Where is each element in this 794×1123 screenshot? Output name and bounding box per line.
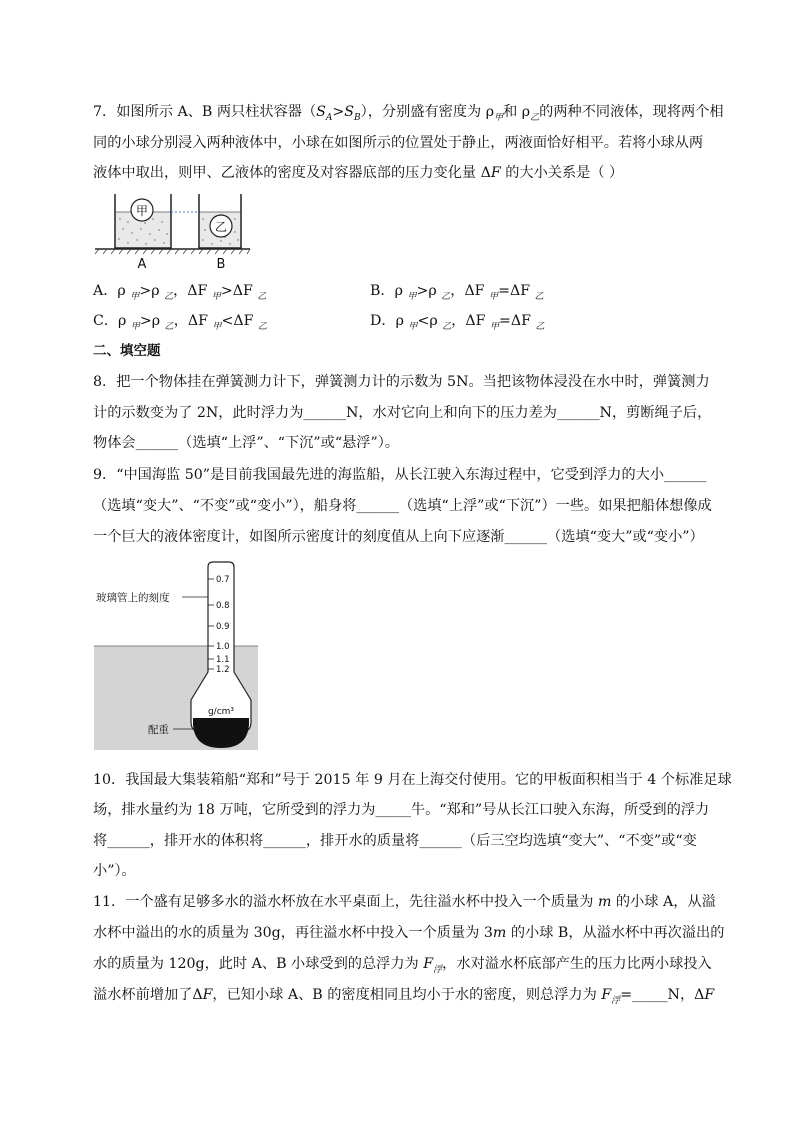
q10-line-3: 将______，排开水的体积将______，排开水的质量将______（后三空均选填“变大”、“不变”或“变 — [93, 833, 697, 849]
q7-line-1 — [93, 103, 724, 123]
q7-text: ），分别盛有密度为 ρ — [360, 104, 495, 120]
tick-label: 1.1 — [216, 655, 230, 665]
weight-label: 配重 — [148, 724, 169, 736]
container-a — [115, 194, 171, 248]
q7-sub-yi: 乙 — [530, 113, 540, 123]
q7-sb-sub: B — [354, 113, 361, 123]
ball-a-label: 甲 — [135, 204, 149, 218]
tick-label: 1.0 — [216, 642, 230, 652]
q8-line-3: 物体会______（选填“上浮”、“下沉”或“悬浮”）。 — [93, 435, 399, 451]
section-title: 二、填空题 — [93, 343, 161, 359]
q11-line-2: 水杯中溢出的水的质量为 30g，再往溢水杯中投入一个质量为 3m 的小球 B，从溢水杯中再次溢出的 — [93, 925, 725, 941]
ball-b-label: 乙 — [214, 220, 228, 234]
q7-option-a: A．ρ $_甲$>ρ $_乙$，ΔF $_甲$>ΔF $_乙$ — [93, 283, 267, 302]
container-b — [199, 194, 241, 248]
unit-label: g/cm³ — [207, 707, 235, 717]
tick-label: 1.2 — [216, 665, 230, 675]
q8-line-2: 计的示数变为了 2N，此时浮力为______N，水对它向上和向下的压力差为______N，剪断绳子后， — [93, 405, 712, 421]
scale-label: 玻璃管上的刻度 — [96, 592, 170, 604]
tick-label: 0.7 — [216, 575, 230, 585]
q7-text: 7．如图所示 A、B 两只柱状容器（ — [93, 104, 317, 120]
container-b-label: B — [216, 257, 226, 272]
q10-line-4: 小”）。 — [93, 863, 136, 879]
q7-text: 的大小关系是（ ） — [500, 165, 624, 181]
q11-line-4: 溢水杯前增加了ΔF，已知小球 A、B 的密度相同且均小于水的密度，则总浮力为 $F_浮=\_\_\_\_\_N$，ΔF — [93, 987, 715, 1006]
container-a-label: A — [137, 257, 147, 272]
q7-sa: S — [316, 104, 326, 120]
q7-gt: > — [332, 104, 345, 120]
q11-line-3: 水的质量为 120g，此时 A、B 小球受到的总浮力为 $F_浮$，水对溢水杯底部产生的压力比两小球投入 — [93, 956, 712, 975]
q7-containers-figure — [95, 192, 255, 270]
q7-f: F — [490, 165, 501, 181]
q8-line-1: 8．把一个物体挂在弹簧测力计下，弹簧测力计的示数为 5N。当把该物体浸没在水中时，弹簧测力 — [93, 374, 710, 390]
q7-option-c: C．ρ $_甲$>ρ $_乙$，ΔF $_甲$<ΔF $_乙$ — [93, 313, 268, 332]
q9-line-2: （选填“变大”、“不变”或“变小”），船身将______（选填“上浮”或“下沉”）一些。如果把船体想像成 — [93, 498, 712, 514]
q7-sb: S — [344, 104, 355, 120]
q10-line-1: 10．我国最大集装箱船“郑和”号于 2015 年 9 月在上海交付使用。它的甲板面积相当于 4 个标准足球 — [93, 772, 732, 788]
q11-line-1: 11．一个盛有足够多水的溢水杯放在水平桌面上，先往溢水杯中投入一个质量为 m 的小球 A，从溢 — [93, 894, 716, 910]
q7-line-3 — [93, 164, 623, 182]
q7-sub-jia: 甲 — [494, 113, 504, 123]
q7-line-2: 同的小球分别浸入两种液体中，小球在如图所示的位置处于静止，两液面恰好相平。若将小球从两 — [93, 135, 704, 151]
q7-text: 液体中取出，则甲、乙液体的密度及对容器底部的压力变化量 Δ — [93, 165, 491, 181]
q9-line-1: 9．“中国海监 50”是目前我国最先进的海监船，从长江驶入东海过程中，它受到浮力的大小______ — [93, 467, 707, 483]
q7-text: 和 ρ — [503, 104, 531, 120]
q7-text: 的两种不同液体，现将两个相 — [539, 104, 724, 120]
hydrometer-figure — [94, 562, 258, 750]
q7-sa-sub: A — [325, 113, 333, 123]
q9-line-3: 一个巨大的液体密度计，如图所示密度计的刻度值从上向下应逐渐______（选填“变大”或“变小”） — [93, 529, 704, 545]
q10-line-2: 场，排水量约为 18 万吨，它所受到的浮力为_____牛。“郑和”号从长江口驶入东海，所受到的浮力 — [93, 802, 710, 818]
tick-label: 0.9 — [216, 622, 230, 632]
q7-option-b: B．ρ $_甲$>ρ $_乙$，ΔF $_甲$=ΔF $_乙$ — [370, 283, 544, 302]
q7-option-d: D．ρ $_甲$<ρ $_乙$，ΔF $_甲$=ΔF $_乙$ — [370, 313, 545, 332]
tick-label: 0.8 — [216, 601, 230, 611]
